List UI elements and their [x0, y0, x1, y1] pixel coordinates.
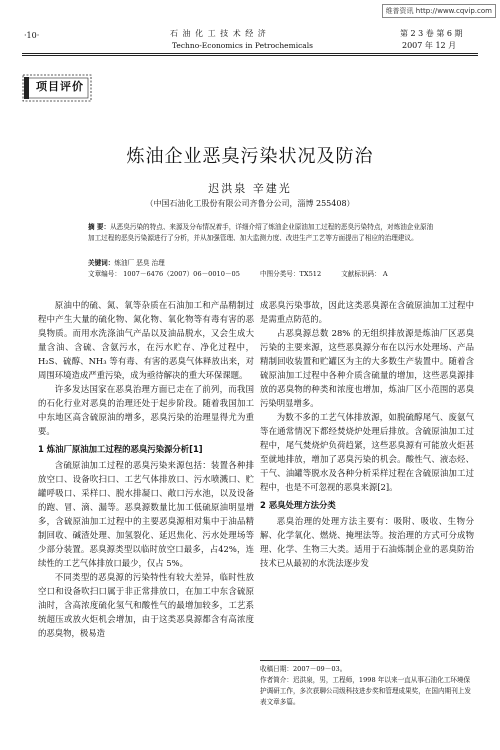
keywords-text: 炼油厂 恶臭 治理	[114, 259, 165, 267]
paragraph: 原油中的硫、氮、氧等杂质在石油加工和产品精制过程中产生大量的硫化物、氮化物、氧化物等有毒有害的恶臭物质。而用水洗涤油气产品以及油品脱水，又会生成大量含油、含硫、含氨污水，在污水贮存、净化过程中，H₂S、硫醇、NH₃ 等有毒、有害的恶臭气体释放出来，对周围环境造成严重污染，成为亟待解决的重大环保课题。	[38, 300, 254, 380]
volume-issue: 第 2 3 卷 第 6 期	[400, 29, 463, 38]
keywords-label: 关键词：	[88, 259, 115, 267]
authors: 迟洪泉 辛建光	[208, 182, 292, 195]
abstract-text: 从恶臭污染的特点、来源及分布情况着手，详细介绍了炼油企业原油加工过程的恶臭污染特点，对炼油企业原油加工过程的恶臭污染源进行了分析，并从加强管理、加大监测力度、改进生产工艺等方面提出了相应的治理建议。	[88, 223, 434, 242]
page-number: ·10·	[24, 31, 40, 40]
keywords	[88, 258, 165, 269]
received-date: 收稿日期：2007－09－03。	[260, 665, 347, 673]
footnote	[260, 664, 474, 708]
footnote-rule	[260, 660, 340, 661]
document-code: 文献标识码： A	[341, 270, 388, 278]
header-rule-thin	[22, 55, 478, 56]
left-column	[38, 298, 254, 640]
section-heading-2: 2 恶臭处理方法分类	[260, 500, 336, 510]
paragraph: 成恶臭污染事故，因此这类恶臭源在含硫原油加工过程中是需重点防范的。	[260, 300, 474, 324]
right-column	[260, 298, 474, 570]
article-meta	[88, 269, 408, 280]
header-rule	[22, 53, 478, 54]
abstract-label: 摘 要：	[88, 223, 111, 231]
affiliation: （中国石油化工股份有限公司齐鲁分公司，淄博 255408）	[145, 199, 355, 208]
clc-number: 中图分类号：TX512	[259, 270, 322, 278]
paragraph: 含硫原油加工过程的恶臭污染来源包括：装置各种排放空口、设备吹扫口、工艺气体排放口、污水喷溅口、贮罐呼吸口、采样口、脱水排凝口、敞口污水池，以及设备的跑、冒、滴、漏等。恶臭源数量比加工低硫原油明显增多，含硫原油加工过程中的主要恶臭源相对集中于油品精制回收、碱渣处理、加氢裂化、延迟焦化、污水处理场等少部分装置。恶臭源类型以临时放空口最多，占42%，连续性的工艺气体排放口最少，仅占 5%。	[38, 460, 254, 568]
paragraph: 占恶臭源总数 28% 的无组织排放源是炼油厂区恶臭污染的主要来源，这些恶臭源分布在以污水处理场、产品精制回收装置和贮罐区为主的大多数生产装置中。随着含硫原油加工过程中各种介质含硫量的增加，这些恶臭源排放的恶臭物的种类和浓度也增加，炼油厂区小范围的恶臭污染明显增多。	[260, 328, 474, 408]
watermark: 维普资讯 http://www.cqvip.com	[382, 4, 496, 18]
author-bio: 作者简介：迟洪泉，男，工程师，1998 年以来一直从事石油化工环境保护调研工作，多次获聊公司级科技进步奖和管理成果奖，在国内期刊上发表文章多篇。	[260, 676, 471, 706]
journal-title-cn: 石 油 化 工 技 术 经 济	[170, 29, 267, 38]
article-number: 文章编号： 1007－6476（2007）06－0010－05	[88, 270, 240, 278]
issue-date: 2007 年 12 月	[402, 41, 457, 50]
abstract	[88, 222, 438, 244]
section-heading-1: 1 炼油厂原油加工过程的恶臭污染源分析[1]	[38, 444, 203, 454]
journal-title-en: Techno-Economics in Petrochemicals	[172, 41, 314, 50]
paragraph: 不同类型的恶臭源的污染特性有较大差异，临时性放空口和设备吹扫口属于非正常排放口，在加工中东含硫原油时，含高浓度硫化氢气和酸性气的最增加较多，工艺系统超压或放火炬机会增加，由于这类恶臭源都含有高浓度的恶臭物，极易造	[38, 572, 254, 638]
section-tag: 项目评价	[36, 80, 84, 93]
paragraph: 许多发达国家在恶臭治理方面已走在了前列，而我国的石化行业对恶臭的治理还处于起步阶段。随着我国加工中东地区高含硫原油的增多，恶臭污染的治理显得尤为重要。	[38, 384, 254, 436]
paragraph: 恶臭治理的处理方法主要有：吸附、吸收、生物分解、化学氧化、燃烧、掩埋法等。按治理的方式可分成物理、化学、生物三大类。适用于石油炼制企业的恶臭防治技术已从最初的水洗法逐步发	[260, 516, 474, 568]
article-title: 炼油企业恶臭污染状况及防治	[126, 146, 374, 167]
paragraph: 为数不多的工艺气体排放源，如脱硫醇尾气、废氨气等在通常情况下都经焚烧炉处理后排放。含硫原油加工过程中，尾气焚烧炉负荷趋紧，这些恶臭源有可能放火炬甚至就地排放，增加了恶臭污染的机会。酸性气、液态烃、干气、油罐等脱水及各种分析采样过程在含硫原油加工过程中，也是不可忽视的恶臭来源[2]。	[260, 412, 474, 492]
